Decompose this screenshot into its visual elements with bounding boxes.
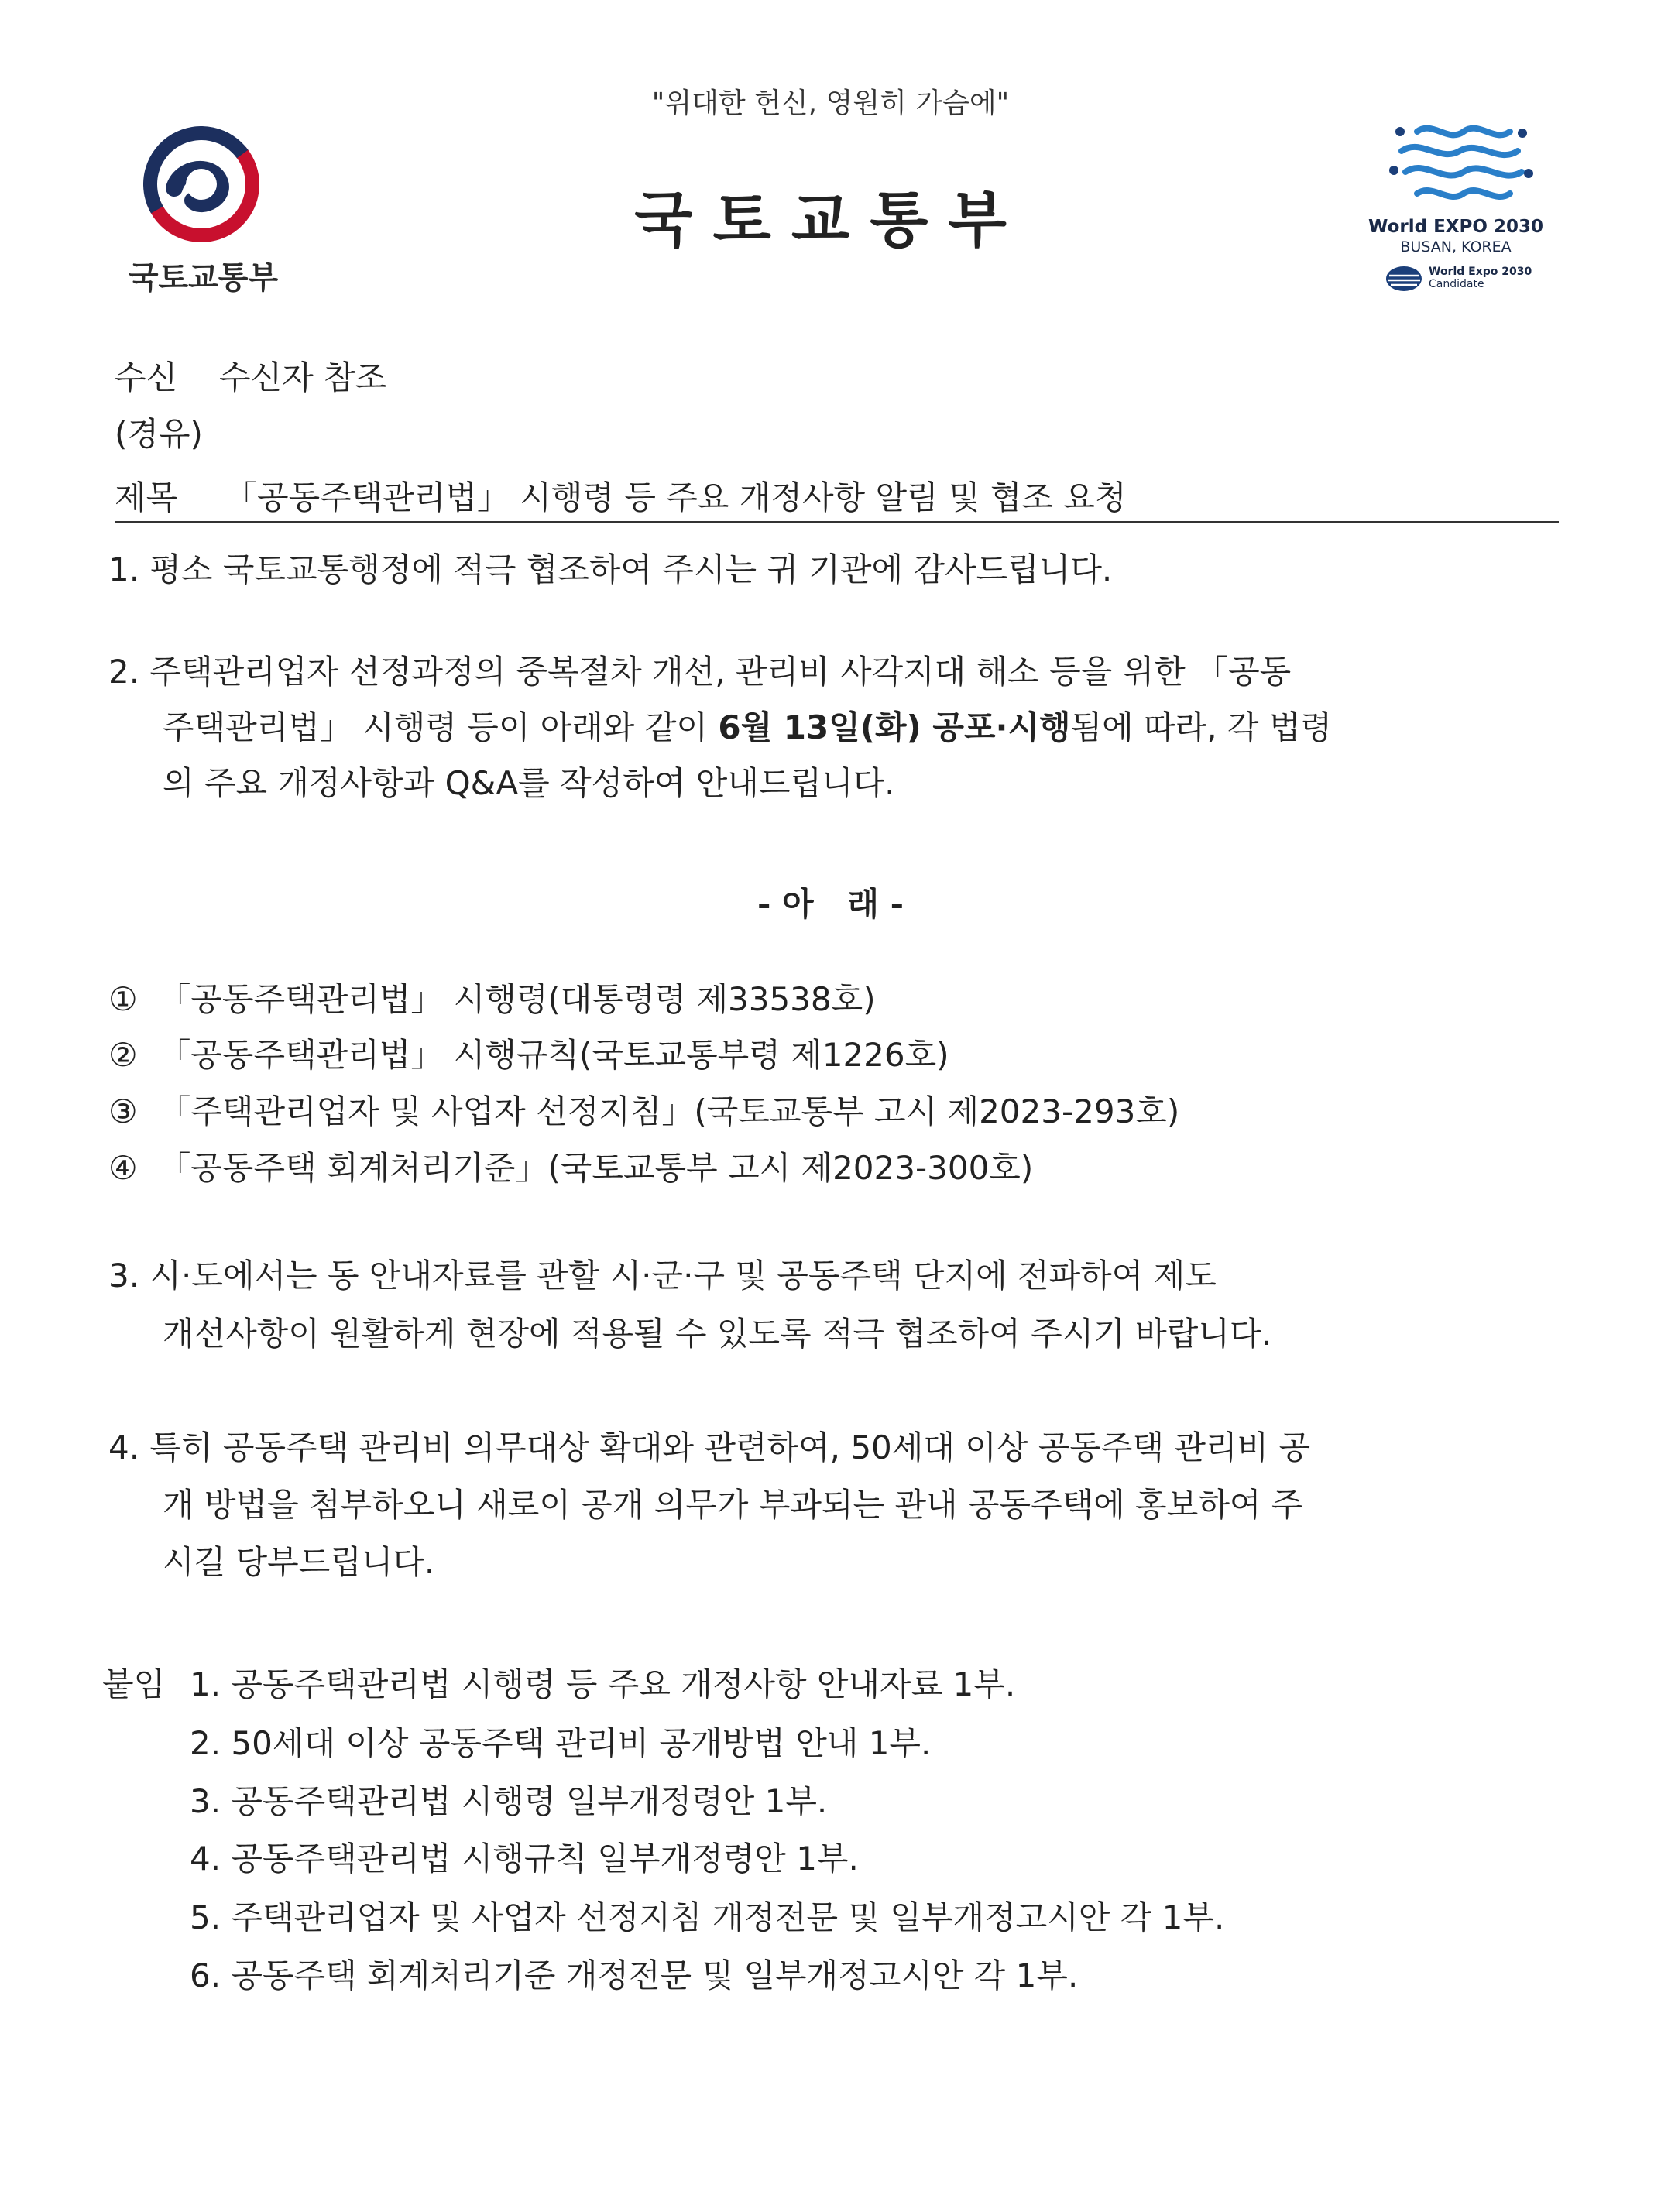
expo-wave-icon	[1363, 116, 1549, 213]
law-item-2: ② 「공동주택관리법」 시행규칙(국토교통부령 제1226호)	[108, 1036, 949, 1074]
ministry-logo-label: 국토교통부	[128, 260, 279, 296]
law-item-1: ① 「공동주택관리법」 시행령(대통령령 제33538호)	[108, 980, 876, 1018]
paragraph-2-line-2	[163, 700, 1332, 756]
subject-text: 「공동주택관리법」 시행령 등 주요 개정사항 알림 및 협조 요청	[225, 478, 1127, 516]
below-heading: - 아 래 -	[757, 885, 904, 923]
attachment-item-1: 1. 공동주택관리법 시행령 등 주요 개정사항 안내자료 1부.	[190, 1665, 1016, 1703]
via-line: (경유)	[115, 415, 203, 453]
expo-candidate-line1: World Expo 2030	[1429, 266, 1532, 278]
paragraph-3-line-2: 개선사항이 원활하게 현장에 적용될 수 있도록 적극 협조하여 주시기 바랍니다.	[163, 1315, 1271, 1353]
attachment-item-5: 5. 주택관리업자 및 사업자 선정지침 개정전문 및 일부개정고시안 각 1부.	[190, 1898, 1225, 1936]
recipient-value: 수신자 참조	[219, 358, 387, 396]
promulgation-date: 6월 13일(화) 공포·시행	[718, 708, 1071, 746]
paragraph-3-line-1: 3. 시·도에서는 동 안내자료를 관할 시·군·구 및 공동주택 단지에 전파하여 제도	[108, 1257, 1217, 1295]
taegeuk-seal-icon	[143, 126, 259, 242]
paragraph-2-line-3: 의 주요 개정사항과 Q&A를 작성하여 안내드립니다.	[163, 764, 895, 802]
paragraph-4-line-3: 시길 당부드립니다.	[163, 1543, 435, 1581]
attachments-label: 붙임	[102, 1665, 166, 1703]
attachment-item-4: 4. 공동주택관리법 시행규칙 일부개정령안 1부.	[190, 1840, 859, 1878]
attachment-item-3: 3. 공동주택관리법 시행령 일부개정령안 1부.	[190, 1782, 828, 1820]
header-divider	[115, 521, 1559, 523]
paragraph-2-text: 주택관리법」 시행령 등이 아래와 같이	[163, 708, 719, 746]
expo-logo	[1363, 116, 1549, 302]
expo-candidate-line2: Candidate	[1429, 278, 1484, 290]
motto: "위대한 헌신, 영원히 가슴에"	[651, 87, 1010, 119]
paragraph-2-text-tail: 됨에 따라, 각 법령	[1070, 708, 1333, 746]
expo-candidate-icon	[1385, 265, 1423, 293]
expo-title: World EXPO 2030	[1368, 217, 1543, 237]
law-item-4: ④ 「공동주택 회계처리기준」(국토교통부 고시 제2023-300호)	[108, 1149, 1034, 1187]
recipient-label: 수신	[115, 358, 178, 396]
subject-label: 제목	[115, 478, 178, 516]
ministry-title: 국토교통부	[634, 186, 1027, 255]
law-item-3: ③ 「주택관리업자 및 사업자 선정지침」(국토교통부 고시 제2023-293호)	[108, 1092, 1180, 1130]
expo-location: BUSAN, KOREA	[1400, 238, 1512, 255]
paragraph-1: 1. 평소 국토교통행정에 적극 협조하여 주시는 귀 기관에 감사드립니다.	[108, 550, 1113, 588]
ministry-logo	[108, 120, 298, 298]
attachment-item-6: 6. 공동주택 회계처리기준 개정전문 및 일부개정고시안 각 1부.	[190, 1957, 1079, 1994]
paragraph-2-line-1: 2. 주택관리업자 선정과정의 중복절차 개선, 관리비 사각지대 해소 등을 위한 「공동	[108, 653, 1292, 691]
paragraph-4-line-2: 개 방법을 첨부하오니 새로이 공개 의무가 부과되는 관내 공동주택에 홍보하여 주	[163, 1486, 1303, 1524]
paragraph-4-line-1: 4. 특히 공동주택 관리비 의무대상 확대와 관련하여, 50세대 이상 공동주택 관리비 공	[108, 1428, 1311, 1466]
attachment-item-2: 2. 50세대 이상 공동주택 관리비 공개방법 안내 1부.	[190, 1724, 932, 1762]
